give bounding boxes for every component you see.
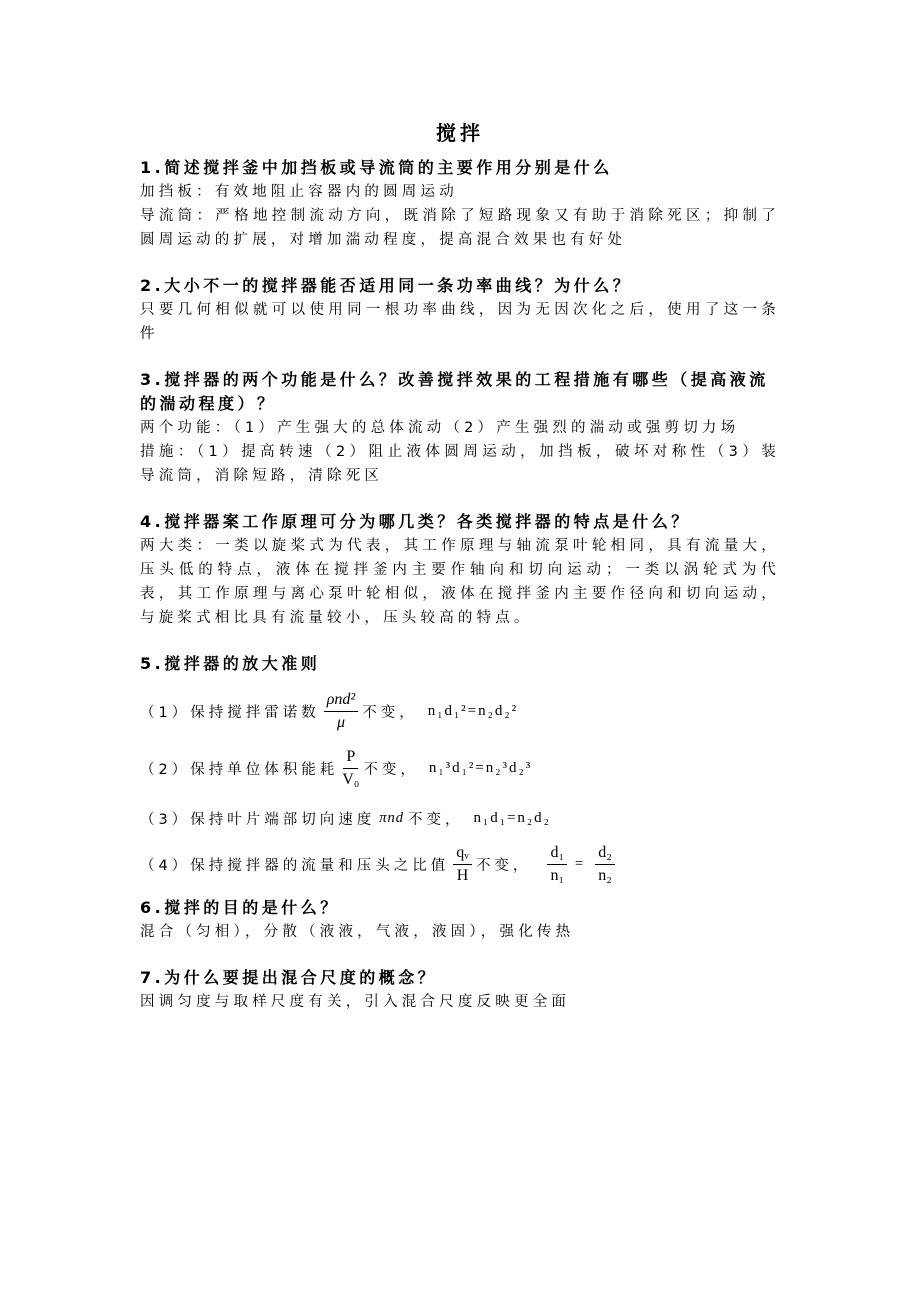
question-4: 4.搅拌器案工作原理可分为哪几类？各类搅拌器的特点是什么？ bbox=[140, 512, 691, 531]
answer-4: 两大类：一类以旋桨式为代表，其工作原理与轴流泵叶轮相同，具有流量大，压头低的特点，液体在搅拌釜内主要作轴向和切向运动；一类以涡轮式为代表，其工作原理与离心泵叶轮相似，液体在搅拌釜内主要作径向和切向运动，与旋桨式相比具有流量较小，压头较高的特点。 bbox=[140, 538, 780, 626]
rule-4-mid: 不变， bbox=[475, 858, 532, 874]
rule-4-left-numerator: d₁ bbox=[547, 843, 567, 865]
question-1: 1.简述搅拌釜中加挡板或导流筒的主要作用分别是什么 bbox=[140, 158, 613, 177]
section-4 bbox=[140, 510, 780, 630]
power-volume-fraction bbox=[342, 747, 359, 790]
head-denominator: H bbox=[456, 867, 469, 884]
section-6 bbox=[140, 896, 780, 944]
section-7 bbox=[140, 966, 780, 1014]
flow-head-fraction bbox=[453, 843, 472, 886]
question-3: 3.搅拌器的两个功能是什么？改善搅拌效果的工程措施有哪些（提高液流的湍动程度）？ bbox=[140, 370, 769, 413]
question-6: 6.搅拌的目的是什么？ bbox=[140, 898, 340, 917]
question-7: 7.为什么要提出混合尺度的概念？ bbox=[140, 968, 438, 987]
rule-3-equation: n₁d₁=n₂d₂ bbox=[473, 810, 551, 826]
rule-4-equals: = bbox=[575, 856, 588, 872]
question-2: 2.大小不一的搅拌器能否适用同一条功率曲线？为什么？ bbox=[140, 276, 633, 295]
rule-2-label: （2）保持单位体积能耗 bbox=[140, 762, 339, 778]
reynolds-fraction bbox=[324, 690, 358, 733]
rule-4-right-fraction bbox=[595, 843, 615, 886]
scaleup-rule-3 bbox=[140, 808, 780, 829]
tip-speed-expression: πnd bbox=[379, 810, 404, 826]
answer-1-line-2: 导流筒：严格地控制流动方向，既消除了短路现象又有助于消除死区；抑制了圆周运动的扩展，对增加湍动程度，提高混合效果也有好处 bbox=[140, 208, 780, 248]
answer-2: 只要几何相似就可以使用同一根功率曲线，因为无因次化之后，使用了这一条件 bbox=[140, 302, 780, 342]
scaleup-rule-2 bbox=[140, 747, 780, 790]
rule-1-mid: 不变， bbox=[362, 705, 418, 721]
rule-4-right-denominator: n₂ bbox=[598, 867, 612, 884]
scaleup-rule-4 bbox=[140, 843, 780, 886]
question-5: 5.搅拌器的放大准则 bbox=[140, 654, 321, 673]
rule-2-equation: n₁³d₁²=n₂³d₂³ bbox=[428, 760, 533, 776]
rule-4-right-numerator: d₂ bbox=[595, 843, 615, 865]
rule-1-equation: n₁d₁²=n₂d₂² bbox=[427, 703, 519, 719]
reynolds-denominator: μ bbox=[336, 714, 345, 731]
answer-3-line-2: 措施：（1）提高转速（2）阻止液体圆周运动，加挡板，破坏对称性（3）装导流筒，消除短路，清除死区 bbox=[140, 444, 780, 484]
document-page bbox=[140, 118, 780, 1014]
section-2 bbox=[140, 274, 780, 346]
answer-6: 混合（匀相），分散（液液，气液，液固），强化传热 bbox=[140, 924, 575, 940]
rule-1-label: （1）保持搅拌雷诺数 bbox=[140, 705, 320, 721]
section-1 bbox=[140, 156, 780, 252]
page-title: 搅拌 bbox=[436, 121, 484, 145]
rule-4-left-fraction bbox=[547, 843, 567, 886]
answer-1-line-1: 加挡板：有效地阻止容器内的圆周运动 bbox=[140, 184, 458, 200]
power-numerator: P bbox=[343, 747, 358, 769]
rule-2-mid: 不变， bbox=[363, 762, 419, 778]
flow-numerator: qᵥ bbox=[453, 843, 472, 865]
scaleup-rule-1 bbox=[140, 690, 780, 733]
rule-4-left-denominator: n₁ bbox=[550, 867, 565, 884]
answer-7: 因调匀度与取样尺度有关，引入混合尺度反映更全面 bbox=[140, 994, 571, 1010]
rule-3-mid: 不变， bbox=[408, 812, 464, 828]
rule-4-label: （4）保持搅拌器的流量和压头之比值 bbox=[140, 858, 450, 874]
answer-3-line-1: 两个功能：（1）产生强大的总体流动（2）产生强烈的湍动或强剪切力场 bbox=[140, 420, 740, 436]
volume-denominator: V₀ bbox=[342, 771, 360, 788]
section-3 bbox=[140, 368, 780, 488]
reynolds-numerator: ρnd² bbox=[324, 690, 358, 712]
rule-3-label: （3）保持叶片端部切向速度 bbox=[140, 812, 376, 828]
section-5 bbox=[140, 652, 780, 886]
